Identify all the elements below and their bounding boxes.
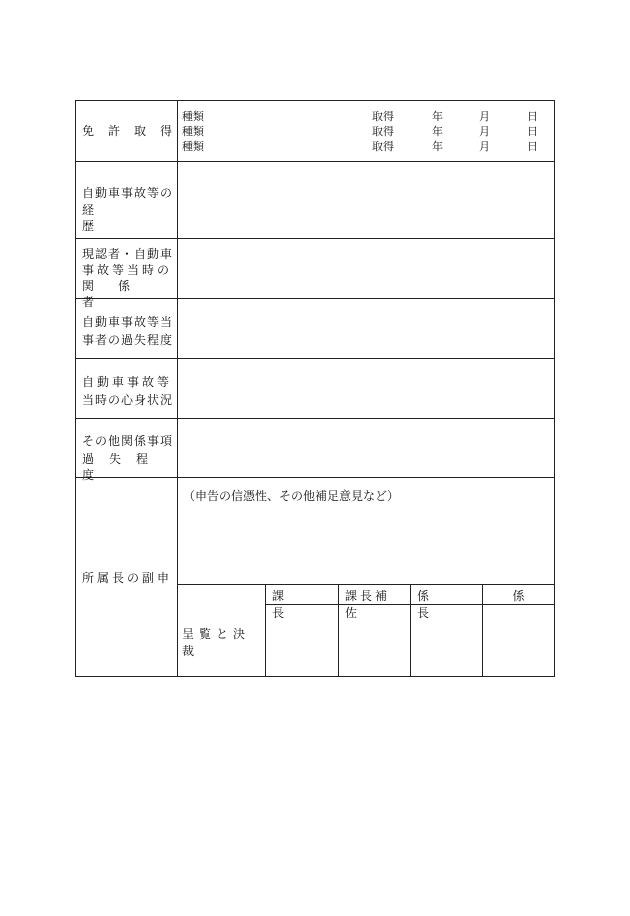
license-type: 種類 xyxy=(182,110,204,123)
history-label-line1: 自動車事故等の xyxy=(82,186,174,200)
approval-header-text: 課長 xyxy=(272,589,321,620)
mental-label-line2: 当時の心身状況 xyxy=(82,393,174,407)
license-row xyxy=(182,138,542,153)
negligence-label-line1: 自動車事故等当 xyxy=(82,315,174,329)
approval-label-text: 呈覧と決裁 xyxy=(182,627,251,658)
approval-stamp-box-section-chief[interactable] xyxy=(266,605,338,676)
license-type: 種類 xyxy=(182,140,204,153)
approval-header-staff xyxy=(483,587,554,603)
license-month: 月 xyxy=(479,140,490,153)
approval-header-text: 係 xyxy=(512,589,525,603)
license-month: 月 xyxy=(479,125,490,138)
license-day: 日 xyxy=(527,110,538,123)
witness-label-line2: 事故等当時の xyxy=(82,263,173,277)
approval-header-subsection-chief xyxy=(411,587,482,620)
approval-stamp-box-subsection-chief[interactable] xyxy=(411,605,482,676)
label-column-divider xyxy=(177,101,178,676)
approval-stamp-box-assistant-chief[interactable] xyxy=(339,605,410,676)
director-label-text: 所属長の副申 xyxy=(82,571,173,585)
approval-stamp-box-staff[interactable] xyxy=(483,605,554,676)
approval-header-text: 係長 xyxy=(417,589,466,620)
report-form xyxy=(75,100,555,677)
license-label-value: 免許取得 xyxy=(82,124,187,138)
row-divider xyxy=(76,161,554,162)
license-year: 年 xyxy=(432,110,443,123)
director-note: （申告の信憑性、その他補足意見など） xyxy=(183,489,400,503)
history-label xyxy=(76,185,177,234)
negligence-label xyxy=(76,314,177,348)
license-acquired: 取得 xyxy=(372,125,394,138)
license-year: 年 xyxy=(432,125,443,138)
license-label xyxy=(76,123,187,139)
approval-header-section-chief xyxy=(266,587,338,620)
row-divider xyxy=(76,238,554,239)
negligence-label-line2: 事者の過失程度 xyxy=(82,333,174,347)
witness-label-line1: 現認者・自動車 xyxy=(82,247,174,261)
other-label-line2: 過失程度 xyxy=(82,452,164,482)
license-year: 年 xyxy=(432,140,443,153)
license-acquired: 取得 xyxy=(372,110,394,123)
history-label-line2: 経歴 xyxy=(82,203,153,233)
license-month: 月 xyxy=(479,110,490,123)
other-label xyxy=(76,433,177,483)
director-label xyxy=(76,570,177,586)
mental-label xyxy=(76,374,177,408)
witness-label-line3: 関係者 xyxy=(82,279,155,309)
row-divider xyxy=(76,358,554,359)
row-divider xyxy=(76,418,554,419)
approval-header-text: 課長補佐 xyxy=(345,589,391,620)
license-label-text xyxy=(82,123,187,139)
license-row xyxy=(182,123,542,138)
license-type: 種類 xyxy=(182,125,204,138)
license-row xyxy=(182,108,542,123)
other-label-line1: その他関係事項 xyxy=(82,434,174,448)
approval-top-divider xyxy=(177,584,554,585)
approval-header-assistant-chief xyxy=(339,587,410,620)
mental-label-line1: 自動車事故等 xyxy=(82,375,173,389)
witness-label xyxy=(76,246,177,310)
license-day: 日 xyxy=(527,140,538,153)
license-day: 日 xyxy=(527,125,538,138)
approval-label xyxy=(182,625,264,659)
license-acquired: 取得 xyxy=(372,140,394,153)
